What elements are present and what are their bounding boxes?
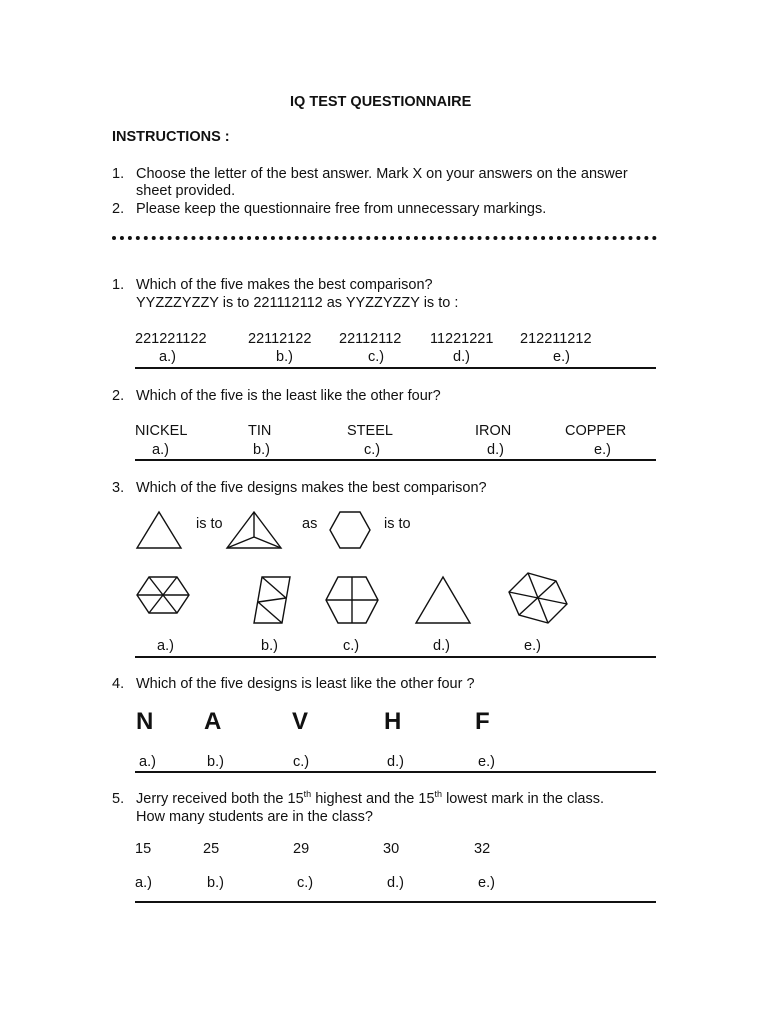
q1-option-a[interactable]: 221221122 [135, 331, 207, 347]
instruction-1-line-1: Choose the letter of the best answer. Mark X on your answers on the answer [136, 166, 628, 182]
q1-number: 1. [112, 277, 125, 293]
q1-option-b[interactable]: 22112122 [248, 331, 312, 347]
q1-letter-c: c.) [368, 349, 385, 365]
q5-option-b[interactable]: 25 [203, 841, 220, 857]
q4-answer-line [135, 771, 656, 773]
q2-option-d[interactable]: IRON [475, 423, 512, 439]
q3-letter-b: b.) [261, 638, 278, 654]
q2-letter-d: d.) [487, 442, 504, 458]
q3-number: 3. [112, 480, 125, 496]
q3-letter-d: d.) [433, 638, 450, 654]
q4-letter-a: a.) [139, 754, 156, 770]
q3-letter-e: e.) [524, 638, 541, 654]
triangle-icon [136, 511, 182, 549]
q2-letter-c: c.) [364, 442, 381, 458]
q4-letter-d: d.) [387, 754, 404, 770]
q5-letter-c: c.) [297, 875, 314, 891]
q5-text-part-3: lowest mark in the class. [442, 791, 605, 807]
q3-text: Which of the five designs makes the best comparison? [136, 480, 487, 496]
q2-option-a[interactable]: NICKEL [135, 423, 188, 439]
q5-option-c[interactable]: 29 [293, 841, 310, 857]
q5-letter-a: a.) [135, 875, 152, 891]
q5-text-line-2: How many students are in the class? [136, 809, 373, 825]
triangle-plain-icon[interactable] [415, 576, 471, 624]
page-title: IQ TEST QUESTIONNAIRE [290, 94, 472, 110]
instruction-1-number: 1. [112, 166, 125, 182]
q1-answer-line [135, 367, 656, 369]
q3-connector-as: as [302, 516, 318, 532]
instruction-1-line-2: sheet provided. [136, 183, 236, 199]
q1-letter-b: b.) [276, 349, 293, 365]
q2-letter-b: b.) [253, 442, 270, 458]
q4-option-e[interactable]: F [475, 708, 490, 735]
q4-letter-c: c.) [293, 754, 310, 770]
hexagon-quartered-icon[interactable] [325, 576, 379, 624]
q4-letter-e: e.) [478, 754, 495, 770]
q1-text-line-1: Which of the five makes the best comparison? [136, 277, 433, 293]
q5-text-part-1: Jerry received both the 15 [136, 791, 304, 807]
q2-option-b[interactable]: TIN [248, 423, 272, 439]
q5-text-line-1 [136, 791, 604, 807]
q3-connector-is-to-1: is to [196, 516, 223, 532]
q1-option-d[interactable]: 11221221 [430, 331, 494, 347]
q2-option-c[interactable]: STEEL [347, 423, 393, 439]
q2-letter-a: a.) [152, 442, 169, 458]
tilted-hexagon-cross-icon[interactable] [508, 572, 568, 624]
q1-option-c[interactable]: 22112112 [339, 331, 402, 347]
parallelogram-divided-icon[interactable] [253, 576, 291, 624]
dotted-separator [112, 236, 657, 240]
q4-option-c[interactable]: V [292, 708, 309, 735]
q5-letter-b: b.) [207, 875, 224, 891]
q4-option-d[interactable]: H [384, 708, 402, 735]
q4-text: Which of the five designs is least like the other four ? [136, 676, 475, 692]
q5-sup-2: th [434, 789, 443, 800]
q2-answer-line [135, 459, 656, 461]
q1-letter-a: a.) [159, 349, 176, 365]
q3-answer-line [135, 656, 656, 658]
q5-answer-line [135, 901, 656, 903]
q1-letter-e: e.) [553, 349, 570, 365]
q4-option-b[interactable]: A [204, 708, 222, 735]
q5-text-part-2: highest and the 15 [311, 791, 435, 807]
triangle-divided-icon [226, 511, 282, 549]
q3-letter-c: c.) [343, 638, 360, 654]
hexagon-divided-six-icon[interactable] [136, 576, 190, 614]
q5-letter-e: e.) [478, 875, 495, 891]
q4-number: 4. [112, 676, 125, 692]
instructions-heading: INSTRUCTIONS : [112, 129, 230, 145]
q5-option-e[interactable]: 32 [474, 841, 491, 857]
q2-option-e[interactable]: COPPER [565, 423, 627, 439]
q4-option-a[interactable]: N [136, 708, 154, 735]
q1-option-e[interactable]: 212211212 [520, 331, 592, 347]
instruction-2-line-1: Please keep the questionnaire free from unnecessary markings. [136, 201, 547, 217]
q5-option-d[interactable]: 30 [383, 841, 400, 857]
q3-letter-a: a.) [157, 638, 174, 654]
hexagon-icon [329, 511, 371, 549]
q3-connector-is-to-2: is to [384, 516, 411, 532]
instruction-2-number: 2. [112, 201, 125, 217]
q5-option-a[interactable]: 15 [135, 841, 152, 857]
q2-number: 2. [112, 388, 125, 404]
q1-text-line-2: YYZZZYZZY is to 221112112 as YYZZYZZY is to : [136, 295, 459, 311]
q5-number: 5. [112, 791, 125, 807]
q2-text: Which of the five is the least like the other four? [136, 388, 441, 404]
q5-sup-1: th [303, 789, 312, 800]
q4-letter-b: b.) [207, 754, 224, 770]
q1-letter-d: d.) [453, 349, 470, 365]
q5-letter-d: d.) [387, 875, 404, 891]
q2-letter-e: e.) [594, 442, 611, 458]
